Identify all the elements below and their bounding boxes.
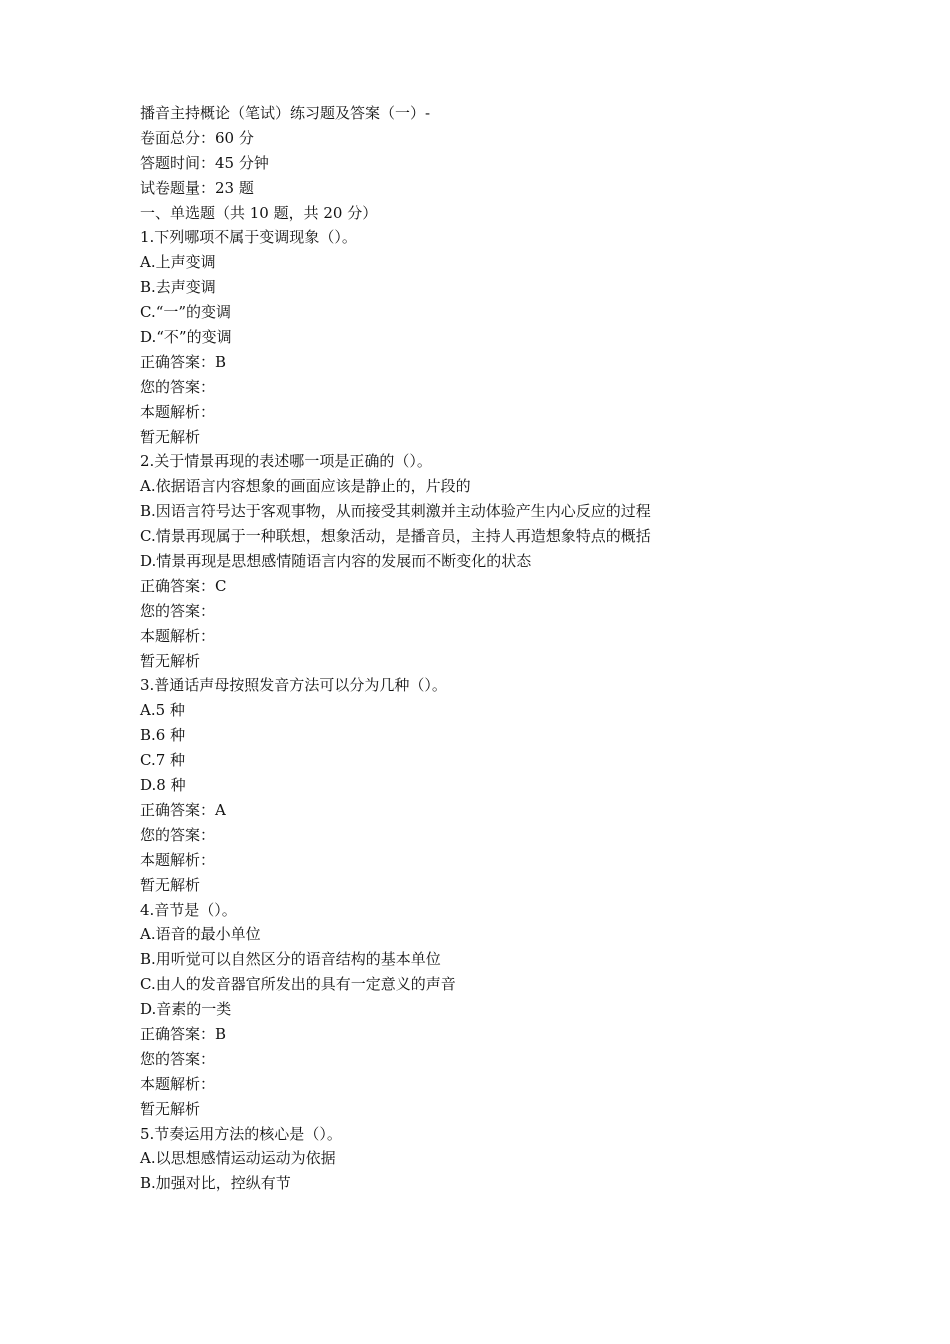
- correct-answer: 正确答案：A: [140, 800, 226, 819]
- option-b: B.因语言符号达于客观事物，从而接受其刺激并主动体验产生内心反应的过程: [140, 502, 651, 521]
- analysis-text: 暂无解析: [140, 651, 201, 670]
- option-a: A.5 种: [140, 701, 185, 720]
- option-c: C.情景再现属于一种联想，想象活动，是播音员，主持人再造想象特点的概括: [140, 527, 651, 546]
- correct-answer: 正确答案：B: [140, 1024, 227, 1043]
- option-c: C.“一”的变调: [140, 303, 232, 322]
- option-d: D.情景再现是思想感情随语言内容的发展而不断变化的状态: [140, 552, 532, 571]
- analysis-text: 暂无解析: [140, 875, 201, 894]
- option-a: A.依据语言内容想象的画面应该是静止的，片段的: [140, 477, 471, 496]
- question-stem: 5.节奏运用方法的核心是（）。: [140, 1124, 342, 1143]
- question-2: [140, 449, 920, 673]
- analysis-label: 本题解析：: [140, 402, 216, 421]
- option-d: D.8 种: [140, 776, 186, 795]
- question-stem: 3.普通话声母按照发音方法可以分为几种（）。: [140, 676, 447, 695]
- analysis-text: 暂无解析: [140, 427, 201, 446]
- your-answer: 您的答案：: [140, 1049, 216, 1068]
- analysis-label: 本题解析：: [140, 1074, 216, 1093]
- your-answer: 您的答案：: [140, 601, 216, 620]
- correct-answer: 正确答案：C: [140, 576, 227, 595]
- document-page: [140, 101, 920, 1196]
- correct-answer: 正确答案：B: [140, 352, 227, 371]
- question-5: [140, 1122, 920, 1197]
- option-b: B.加强对比，控纵有节: [140, 1174, 291, 1193]
- question-stem: 2.关于情景再现的表述哪一项是正确的（）。: [140, 452, 432, 471]
- option-c: C.7 种: [140, 751, 186, 770]
- analysis-text: 暂无解析: [140, 1099, 201, 1118]
- option-b: B.去声变调: [140, 278, 216, 297]
- option-a: A.语音的最小单位: [140, 925, 261, 944]
- question-3: [140, 673, 920, 897]
- option-a: A.以思想感情运动运动为依据: [140, 1149, 336, 1168]
- question-count: 试卷题量：23 题: [140, 178, 254, 197]
- option-d: D.“不”的变调: [140, 328, 232, 347]
- option-d: D.音素的一类: [140, 1000, 232, 1019]
- answer-time: 答题时间：45 分钟: [140, 153, 269, 172]
- option-c: C.由人的发音器官所发出的具有一定意义的声音: [140, 975, 456, 994]
- question-1: [140, 225, 920, 449]
- section-title: 一、单选题（共 10 题，共 20 分）: [140, 203, 378, 222]
- question-4: [140, 898, 920, 1122]
- question-stem: 4.音节是（）。: [140, 900, 237, 919]
- your-answer: 您的答案：: [140, 825, 216, 844]
- option-a: A.上声变调: [140, 253, 216, 272]
- analysis-label: 本题解析：: [140, 850, 216, 869]
- document-title: 播音主持概论（笔试）练习题及答案（一）-: [140, 104, 431, 122]
- option-b: B.用听觉可以自然区分的语音结构的基本单位: [140, 950, 441, 969]
- option-b: B.6 种: [140, 726, 186, 745]
- analysis-label: 本题解析：: [140, 626, 216, 645]
- question-stem: 1.下列哪项不属于变调现象（）。: [140, 228, 357, 247]
- total-score: 卷面总分：60 分: [140, 128, 254, 147]
- your-answer: 您的答案：: [140, 377, 216, 396]
